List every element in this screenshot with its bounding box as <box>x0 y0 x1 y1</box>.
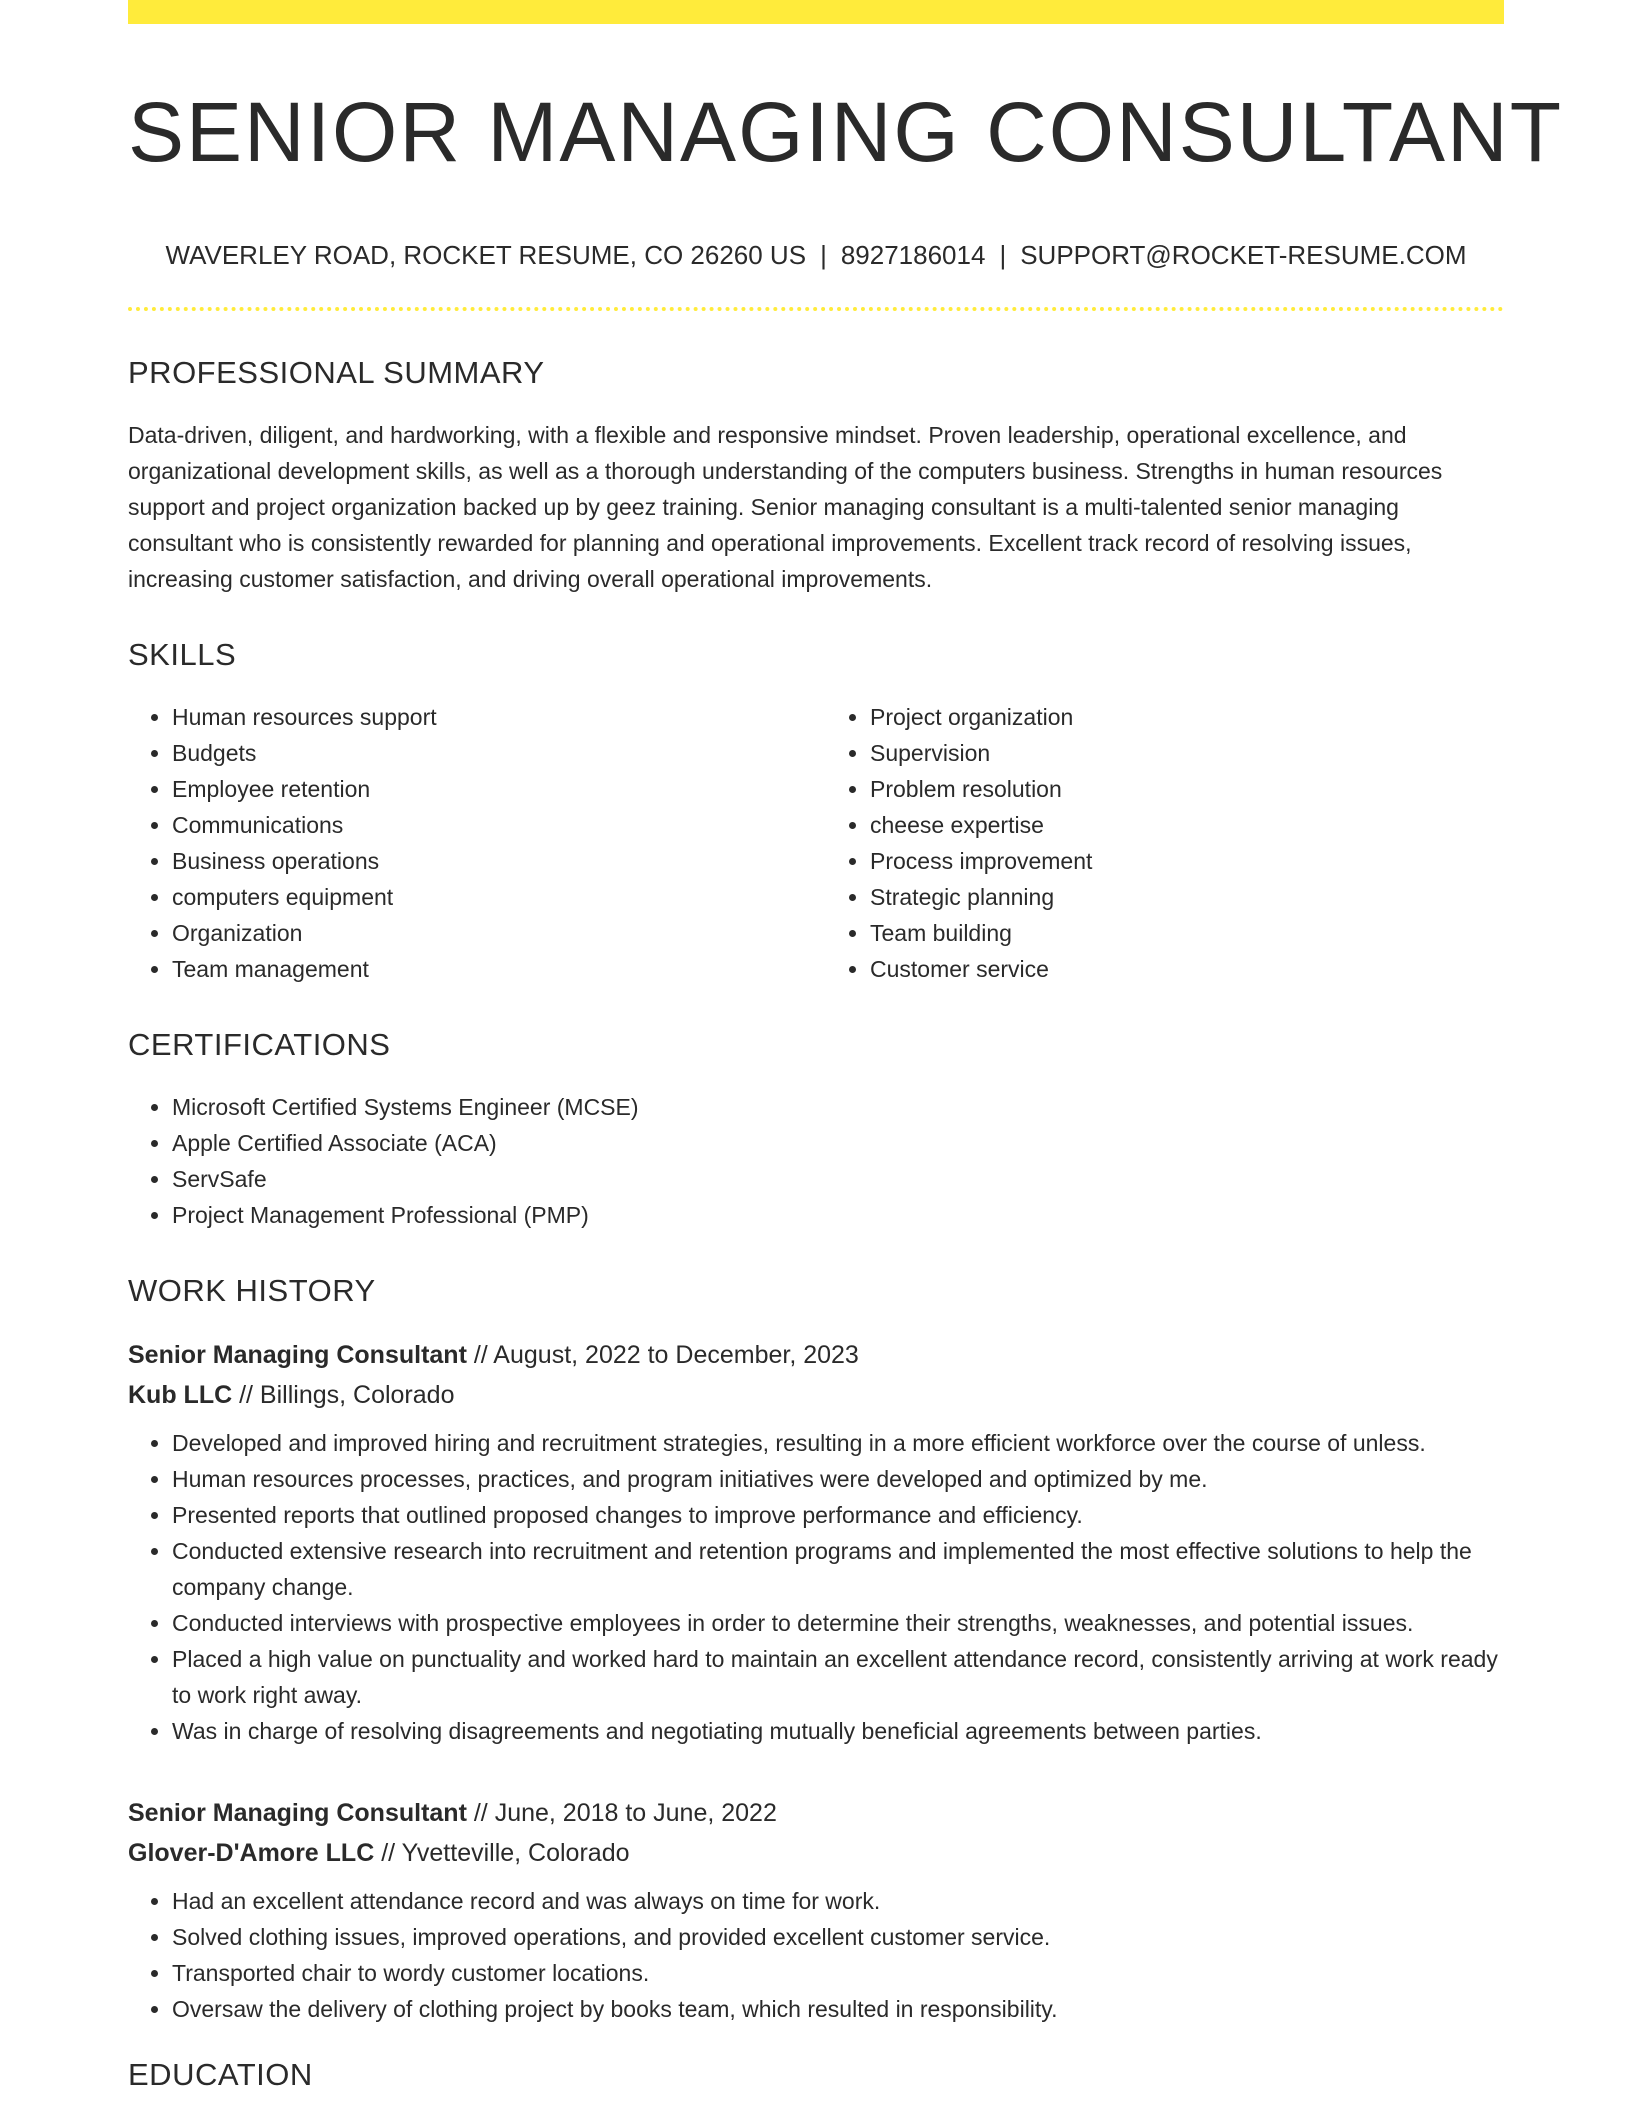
job-duty: • Conducted extensive research into recruitment and retention programs and implemented the most effective solutions to help the company change. <box>172 1533 1504 1605</box>
job-duty: • Was in charge of resolving disagreements and negotiating mutually beneficial agreements between parties. <box>172 1713 1504 1749</box>
contact-phone: 8927186014 <box>840 240 986 271</box>
summary-heading: PROFESSIONAL SUMMARY <box>128 355 545 391</box>
job-duty: • Presented reports that outlined proposed changes to improve performance and efficiency. <box>172 1497 1504 1533</box>
skills-list <box>128 699 1504 987</box>
job-duties-list <box>128 1883 1504 2027</box>
job-duty: • Conducted interviews with prospective employees in order to determine their strengths, weaknesses, and potential issues. <box>172 1605 1504 1641</box>
job-duty: • Had an excellent attendance record and was always on time for work. <box>172 1883 1504 1919</box>
skill-item: • Communications <box>172 807 816 843</box>
job-role: Senior Managing Consultant <box>128 1799 467 1828</box>
skill-item: • Team building <box>870 915 1504 951</box>
job-dates: // August, 2022 to December, 2023 <box>466 1341 859 1370</box>
skill-item: • Strategic planning <box>870 879 1504 915</box>
job-duty: • Developed and improved hiring and recruitment strategies, resulting in a more efficient workforce over the course of unless. <box>172 1425 1504 1461</box>
job-duty: • Oversaw the delivery of clothing project by books team, which resulted in responsibility. <box>172 1991 1504 2027</box>
work-history-heading: WORK HISTORY <box>128 1273 376 1309</box>
contact-address: WAVERLEY ROAD, ROCKET RESUME, CO 26260 US <box>165 240 807 271</box>
skill-item: • Customer service <box>870 951 1504 987</box>
job-company-line <box>128 1833 1504 1873</box>
skill-item: • Project organization <box>870 699 1504 735</box>
contact-separator: | <box>999 240 1007 271</box>
skills-column-left <box>128 699 816 987</box>
contact-line <box>128 240 1504 271</box>
skills-heading: SKILLS <box>128 637 237 673</box>
skill-item: • Team management <box>172 951 816 987</box>
skill-item: • Human resources support <box>172 699 816 735</box>
skill-item: • computers equipment <box>172 879 816 915</box>
job-dates: // June, 2018 to June, 2022 <box>466 1799 777 1828</box>
skill-item: • Supervision <box>870 735 1504 771</box>
skill-item: • Problem resolution <box>870 771 1504 807</box>
skill-item: • Organization <box>172 915 816 951</box>
certification-item: • Microsoft Certified Systems Engineer (MCSE) <box>172 1089 1504 1125</box>
certifications-heading: CERTIFICATIONS <box>128 1027 391 1063</box>
job-company-line <box>128 1375 1504 1415</box>
education-heading: EDUCATION <box>128 2057 313 2093</box>
certification-item: • Project Management Professional (PMP) <box>172 1197 1504 1233</box>
skill-item: • cheese expertise <box>870 807 1504 843</box>
job-duty: • Transported chair to wordy customer locations. <box>172 1955 1504 1991</box>
summary-text: Data-driven, diligent, and hardworking, with a flexible and responsive mindset. Proven leadership, operational excellence, and organizational development skills, as well as a thorough understanding of the computers business. Strengths in human resources support and project organization backed up by geez training. Senior managing consultant is a multi-talented senior managing consultant who is consistently rewarded for planning and operational improvements. Excellent track record of resolving issues, increasing customer satisfaction, and driving overall operational improvements. <box>128 422 1443 593</box>
certification-item: • ServSafe <box>172 1161 1504 1197</box>
job-duties-list <box>128 1425 1504 1749</box>
skills-column-right <box>816 699 1504 987</box>
job-company: Kub LLC <box>128 1381 233 1410</box>
job-duty: • Human resources processes, practices, and program initiatives were developed and optimized by me. <box>172 1461 1504 1497</box>
job-role: Senior Managing Consultant <box>128 1341 467 1370</box>
header-divider <box>128 307 1504 311</box>
job-location: // Yvetteville, Colorado <box>374 1839 630 1868</box>
skill-item: • Process improvement <box>870 843 1504 879</box>
certification-item: • Apple Certified Associate (ACA) <box>172 1125 1504 1161</box>
job-entry <box>128 1793 1504 2027</box>
resume-title: SENIOR MANAGING CONSULTANT <box>128 85 1564 179</box>
top-accent-bar <box>128 0 1504 24</box>
skill-item: • Business operations <box>172 843 816 879</box>
job-location: // Billings, Colorado <box>232 1381 455 1410</box>
job-company: Glover-D'Amore LLC <box>128 1839 375 1868</box>
contact-email: SUPPORT@ROCKET-RESUME.COM <box>1020 240 1467 271</box>
job-duty: • Solved clothing issues, improved operations, and provided excellent customer service. <box>172 1919 1504 1955</box>
skill-item: • Employee retention <box>172 771 816 807</box>
job-title-line <box>128 1793 1504 1833</box>
certifications-list <box>128 1089 1504 1233</box>
skill-item: • Budgets <box>172 735 816 771</box>
job-title-line <box>128 1335 1504 1375</box>
resume-page <box>128 0 1564 2093</box>
job-entry <box>128 1335 1504 1749</box>
job-duty: • Placed a high value on punctuality and worked hard to maintain an excellent attendance record, consistently arriving at work ready to work right away. <box>172 1641 1504 1713</box>
contact-separator: | <box>820 240 827 271</box>
